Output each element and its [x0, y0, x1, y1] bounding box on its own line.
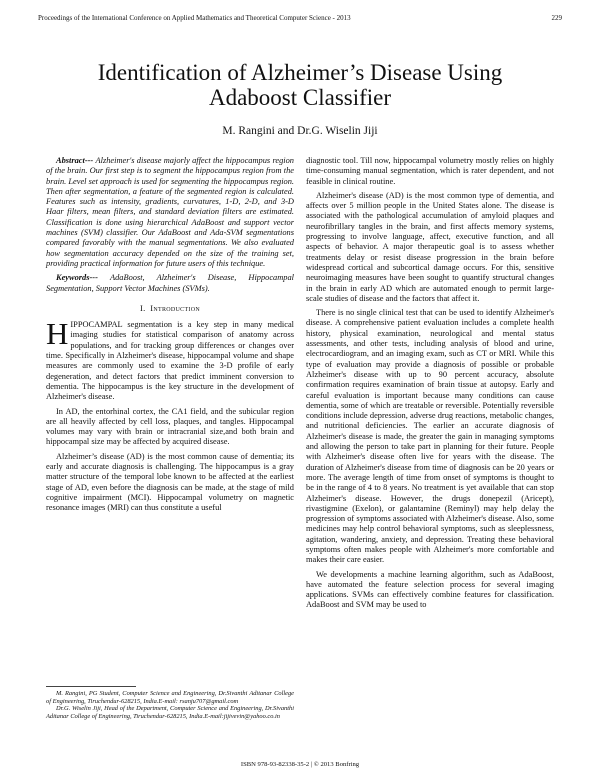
right-column [306, 156, 554, 615]
paper-title [40, 60, 560, 110]
intro-paragraph-1 [46, 316, 294, 402]
footnote-author-1: M. Rangini, PG Student, Computer Science and Engineering, Dr.Sivanthi Aditanar College of Engineering, Tiruchendur-628215, India.E-mail: rsanju707@gmail.com [46, 690, 294, 705]
keywords-label: Keywords--- [56, 273, 98, 283]
section-number: I. [139, 303, 146, 313]
page-footer: ISBN 978-93-82338-35-2 | © 2013 Bonfring [240, 761, 360, 768]
page-number: 229 [551, 14, 562, 22]
intro-paragraph-2: In AD, the entorhinal cortex, the CA1 field, and the subicular region are all heavily affected by cell loss, plaques, and tangles. Hippocampal volumes may vary with brain or intracranial size,and both brain and hippocampal size may be affected by acquired disease. [46, 406, 294, 447]
left-column [46, 156, 294, 518]
abstract-text: Alzheimer's disease majorly affect the hippocampus region of the brain. Our first step is to segment the hippocampus region from the brain. Level set approach is used for segmenting the hippocampus region. Then after segmentation, a feature of the segmented region is calculated. Features such as intensity, gradients, curvatures, 1-D, 2-D, and 3-D Haar filters, mean filters, and standard deviation filters are estimated. Classification is done using hierarchical AdaBoost and support vector machines (SVM) classifier. Our AdaBoost and Ada-SVM segmentations compared favorably with the manual segmentations. We also evaluated how segmentation accuracy depended on the size of the training set, providing practical information for future users of this technique. [46, 156, 294, 268]
section-heading-introduction [46, 304, 294, 314]
drop-cap: H [46, 316, 69, 352]
keywords [46, 273, 294, 294]
header-proceedings: Proceedings of the International Conference on Applied Mathematics and Theoretical Computer Science - 2013 [38, 14, 351, 22]
right-paragraph-4: We developments a machine learning algorithm, such as AdaBoost, have automated the feature selection process for several imaging applications. SVMs can effectively combine features for classification. AdaBoost and SVM may be used to [306, 569, 554, 610]
section-title: Introduction [150, 303, 200, 313]
intro-paragraph-1-text: IPPOCAMPAL segmentation is a key step in many medical imaging studies for statistical comparison of anatomy across populations, and for tracking group differences or changes over time. Specifically in Alzheimer's disease, hippocampal volume and shape measures are commonly used to examine the 3-D profile of early degeneration, and detect factors that predict imminent conversion to dementia. The hippocampus is the key structure in the development of Alzheimer's disease. [46, 320, 294, 402]
title-line-2: Adaboost Classifier [208, 85, 392, 110]
intro-paragraph-3: Alzheimer’s disease (AD) is the most common cause of dementia; its early and accurate diagnosis is challenging. The hippocampus is a gray matter structure of the temporal lobe known to be affected at the earliest stage of AD, even before the diagnosis can be made, at the stage of mild cognitive impairment (MCI). Hippocampal volumetry on magnetic resonance images (MRI) can thus constitute a useful [46, 451, 294, 513]
right-paragraph-1: diagnostic tool. Till now, hippocampal volumetry mostly relies on highly time-consuming manual segmentation, which is rater dependent, and not feasible in clinical routine. [306, 156, 554, 186]
author-footnotes [46, 690, 294, 720]
right-paragraph-3: There is no single clinical test that can be used to identify Alzheimer's disease. A comprehensive patient evaluation includes a complete health history, physical examination, neurological and mental status assessments, and other tests, including analysis of blood and urine, electrocardiogram, and an imaging exam, such as CT or MRI. While this type of evaluation may provide a diagnosis of possible or probable Alzheimer's disease with up to 90 percent accuracy, absolute confirmation requires examination of brain tissue at autopsy. Early and careful evaluation is important because many conditions can cause dementia, some of which are treatable or reversible. Potentially reversible conditions include depression, adverse drug reactions, metabolic changes, and nutritional deficiencies. The earlier an accurate diagnosis of Alzheimer's disease is made, the greater the gain in managing symptoms and allowing the person to take part in planning for their future. People with Alzheimer's disease often live for years with the disease. The duration of Alzheimer's disease from time of diagnosis can be 20 years or more. The average length of time from onset of symptoms is thought to be in the range of 4 to 8 years. No treatment is yet available that can stop Alzheimer's disease. However, the drugs donepezil (Aricept), rivastigmine (Exelon), or galantamine (Reminyl) may help delay the progression of symptoms associated with Alzheimer's disease. Also, some medicines may help control behavioral symptoms, such as sleeplessness, agitation, wandering, anxiety, and depression. Treating these behavioral symptoms often makes people with Alzheimer's more comfortable and makes their care easier. [306, 308, 554, 565]
abstract [46, 156, 294, 269]
footnote-author-2: Dr.G. Wiselin Jiji, Head of the Department, Computer Science and Engineering, Dr.Sivanthi Aditanar College of Engineering, Tiruchendur-628215, India.E-mail:jijivevin@yahoo.co.in [46, 705, 294, 720]
right-paragraph-2: Alzheimer's disease (AD) is the most common type of dementia, and affects over 5 million people in the United States alone. The disease is associated with the pathological accumulation of amyloid plaques and neurofibrillary tangles in the brain, and first affects memory systems, progressing to involve language, affect, executive function, and all aspects of behavior. A major therapeutic goal is to assess whether treatments delay or resist disease progression in the brain before widespread cortical and subcortical damage occurs. For this, sensitive neuroimaging measures have been sought to quantify structural changes in the brain in early AD which are automated enough to permit large-scale studies of disease and the factors that affect it. [306, 190, 554, 303]
title-line-1: Identification of Alzheimer’s Disease Using [97, 60, 503, 85]
footnote-divider [46, 686, 136, 687]
running-header [38, 14, 562, 22]
keywords-text: AdaBoost, Alzheimer's Disease, Hippocampal Segmentation, Support Vector Machines (SVMs). [46, 273, 294, 293]
abstract-label: Abstract--- [56, 156, 94, 165]
authors: M. Rangini and Dr.G. Wiselin Jiji [222, 125, 378, 137]
